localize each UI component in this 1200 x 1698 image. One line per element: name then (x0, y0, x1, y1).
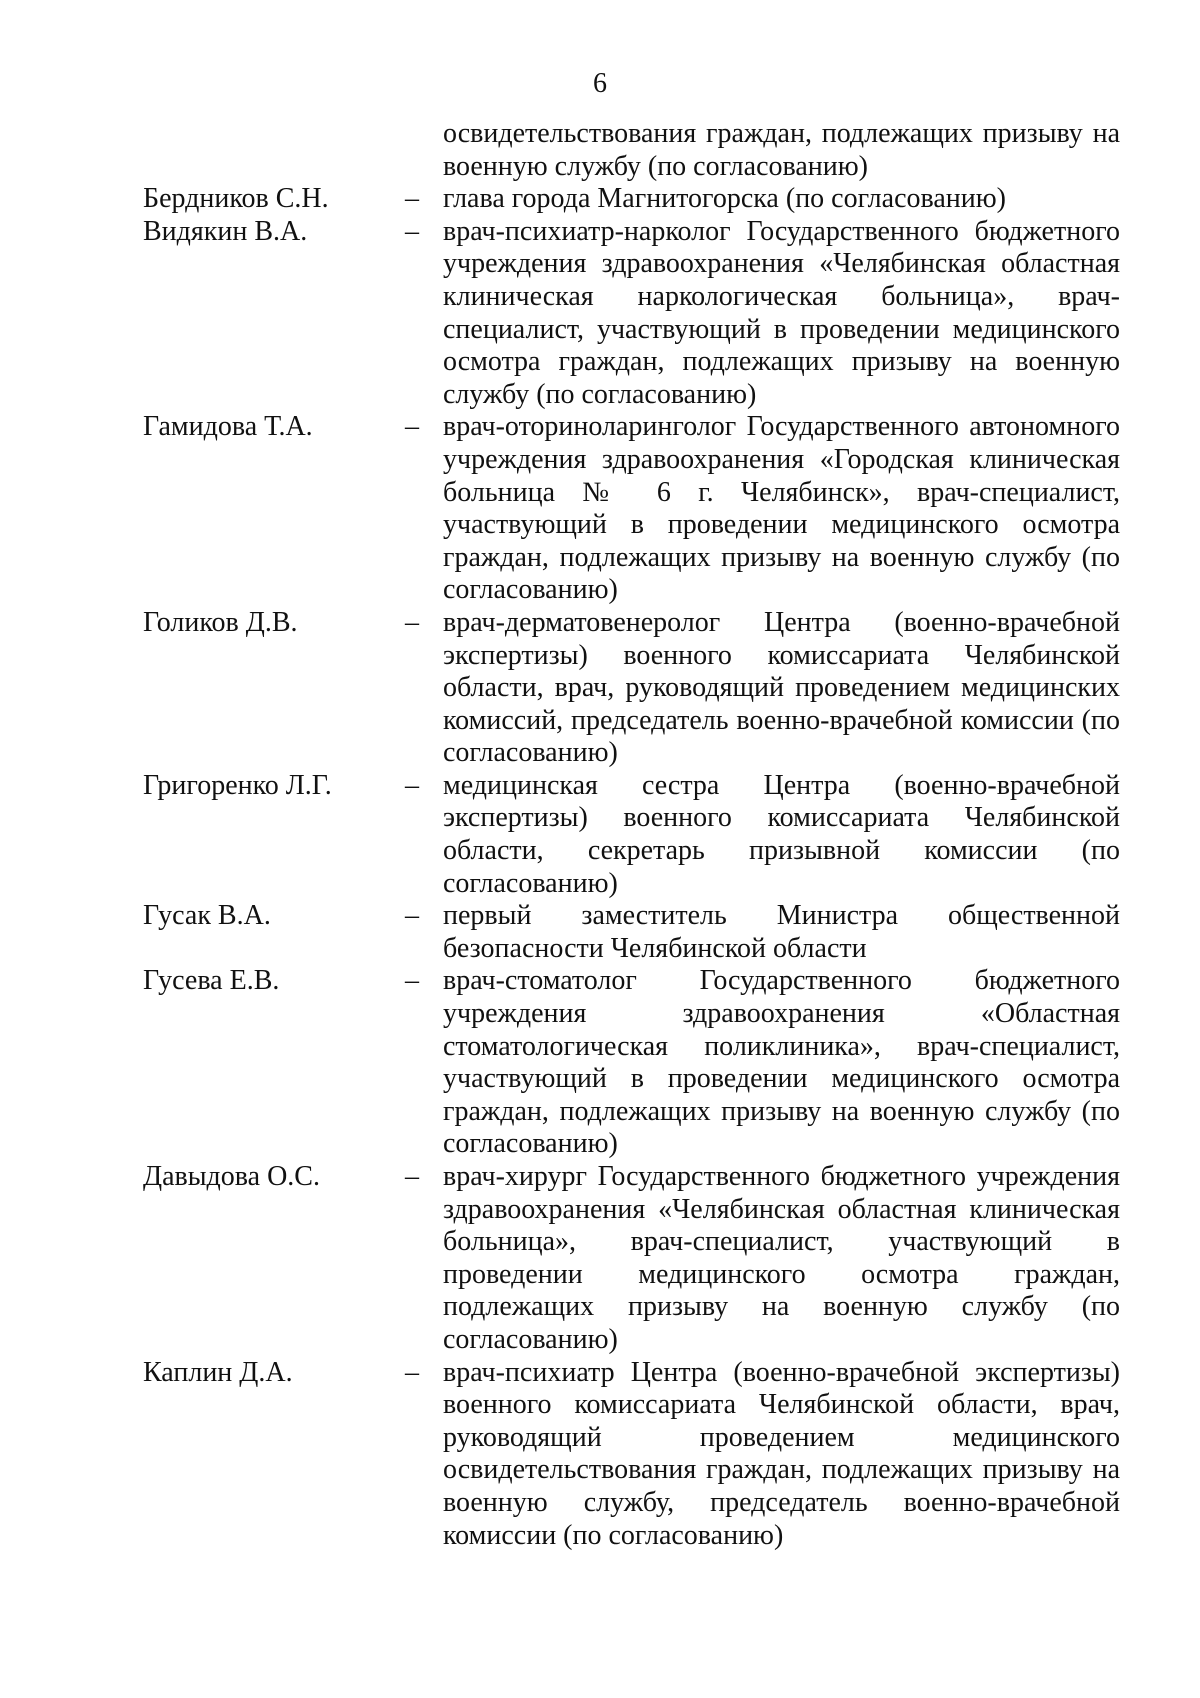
member-entry (143, 216, 1120, 412)
member-description: первый заместитель Министра общественной безопасности Челябинской области (443, 900, 1120, 964)
member-name: Голиков Д.В. (143, 606, 298, 638)
dash-separator: – (405, 1356, 419, 1388)
dash-separator: – (405, 769, 419, 801)
commission-members-list (143, 118, 1120, 1552)
member-name: Гусак В.А. (143, 900, 271, 932)
member-description: глава города Магнитогорска (по согласованию) (443, 183, 1006, 215)
member-name: Давыдова О.С. (143, 1161, 320, 1192)
member-entry (143, 965, 1120, 1161)
member-entry (143, 770, 1120, 900)
member-name: Григоренко Л.Г. (143, 769, 332, 801)
dash-separator: – (405, 900, 419, 932)
page-number: 6 (593, 68, 607, 99)
member-entry (143, 900, 1120, 965)
member-entry (143, 607, 1120, 770)
member-entry (143, 1161, 1120, 1357)
member-description: врач-оториноларинголог Государственного автономного учреждения здравоохранения «Городская клиническая больница № 6 г. Челябинск», врач-специалист, участвующий в проведении медицинского осмотра граждан, подлежащих призыву на военную службу (по согласованию) (443, 411, 1120, 606)
continuation-entry (143, 118, 1120, 183)
member-name: Гусева Е.В. (143, 965, 280, 997)
member-name: Видякин В.А. (143, 215, 308, 247)
dash-separator: – (405, 215, 419, 247)
dash-separator: – (405, 183, 419, 215)
member-entry (143, 411, 1120, 607)
member-description: освидетельствования граждан, подлежащих призыву на военную службу (по согласованию) (443, 118, 1120, 182)
member-description: врач-психиатр Центра (военно-врачебной экспертизы) военного комиссариата Челябинской области, врач, руководящий проведением медицинского освидетельствования граждан, подлежащих призыву на военную службу, председатель военно-врачебной комиссии (по согласованию) (443, 1356, 1120, 1551)
member-name: Бердников С.Н. (143, 183, 329, 215)
member-name: Каплин Д.А. (143, 1356, 293, 1388)
member-description: врач-стоматолог Государственного бюджетного учреждения здравоохранения «Областная стоматологическая поликлиника», врач-специалист, участвующий в проведении медицинского осмотра граждан, подлежащих призыву на военную службу (по согласованию) (443, 965, 1120, 1160)
member-entry (143, 183, 1120, 216)
dash-separator: – (405, 1161, 419, 1192)
member-name: Гамидова Т.А. (143, 411, 313, 443)
dash-separator: – (405, 606, 419, 638)
member-description: медицинская сестра Центра (военно-врачебной экспертизы) военного комиссариата Челябинской области, секретарь призывной комиссии (по согласованию) (443, 769, 1120, 899)
dash-separator: – (405, 965, 419, 997)
member-description: врач-психиатр-нарколог Государственного бюджетного учреждения здравоохранения «Челябинская областная клиническая наркологическая больница», врач-специалист, участвующий в проведении медицинского осмотра граждан, подлежащих призыву на военную службу (по согласованию) (443, 215, 1120, 410)
member-entry (143, 1357, 1120, 1553)
member-description: врач-дерматовенеролог Центра (военно-врачебной экспертизы) военного комиссариата Челябинской области, врач, руководящий проведением медицинских комиссий, председатель военно-врачебной комиссии (по согласованию) (443, 606, 1120, 769)
member-description: врач-хирург Государственного бюджетного учреждения здравоохранения «Челябинская областная клиническая больница», врач-специалист, участвующий в проведении медицинского осмотра граждан, подлежащих призыву на военную службу (по согласованию) (443, 1161, 1120, 1355)
dash-separator: – (405, 411, 419, 443)
